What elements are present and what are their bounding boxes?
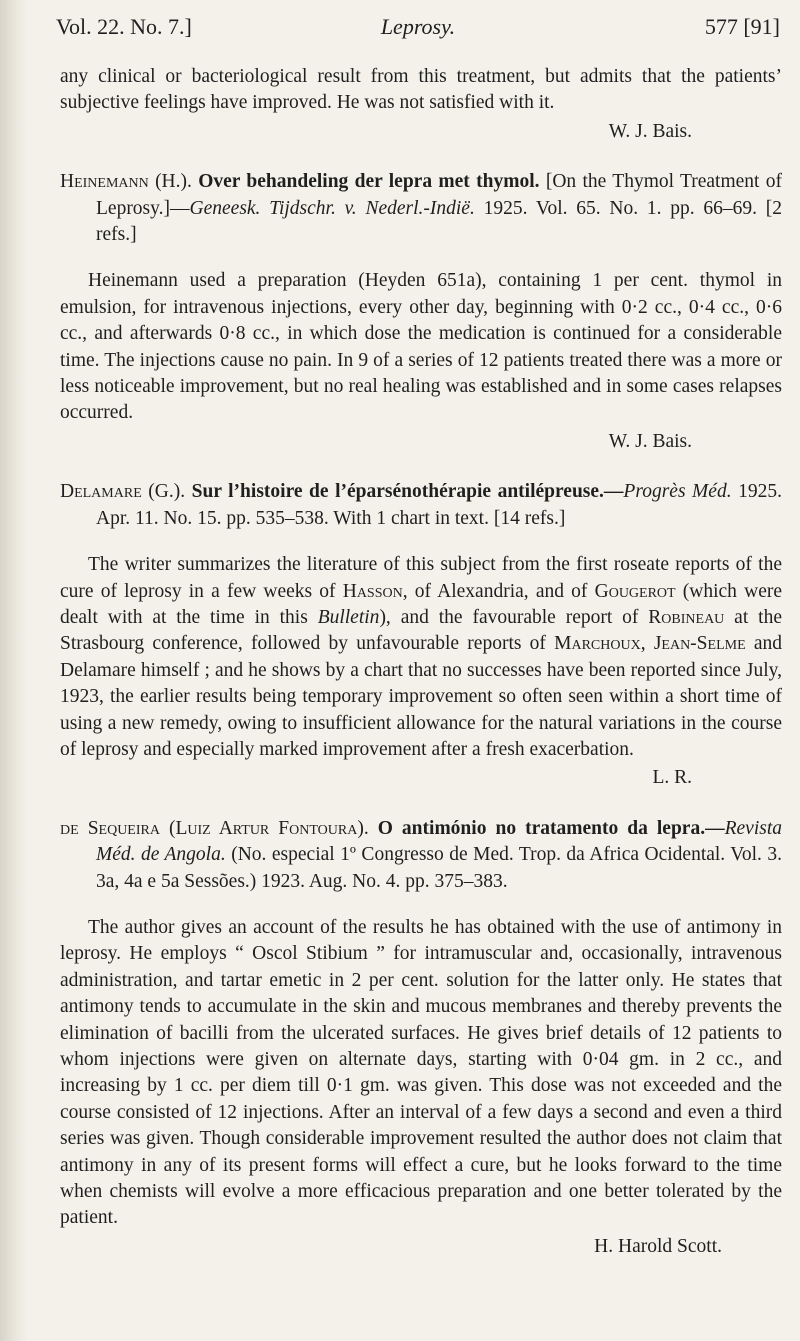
- citation-author: Heinemann (H.).: [60, 171, 192, 193]
- abstract-entry: [60, 479, 782, 791]
- citation: [60, 479, 782, 532]
- citation-title: O antimónio no tratamento da lepra.—: [377, 817, 725, 839]
- citation-title: Sur l’histoire de l’éparsénothérapie antilépreuse.—: [191, 481, 624, 503]
- abstract-signature: W. J. Bais.: [608, 430, 692, 452]
- citation-details: 1925. Vol. 65. No. 1. pp. 66–69. [2 refs.]: [96, 197, 782, 246]
- abstract-signature: L. R.: [652, 767, 692, 789]
- running-header: [56, 14, 780, 44]
- cited-author: Robineau: [648, 606, 725, 628]
- citation-author: Delamare (G.).: [60, 481, 186, 503]
- abstract-entry: [60, 64, 782, 145]
- cited-author: Hasson: [342, 580, 403, 602]
- citation-translation: [On the Thymol Treatment of Leprosy.]—: [96, 171, 783, 219]
- citation-details: 1925. Apr. 11. No. 15. pp. 535–538. With 1 chart in text. [14 refs.]: [96, 481, 782, 529]
- header-section: Leprosy.: [380, 14, 456, 39]
- cited-author: Marchoux: [554, 633, 641, 655]
- citation-title: Over behandeling der lepra met thymol.: [198, 171, 540, 193]
- abstract-text: any clinical or bacteriological result from this treatment, but admits that the patients’ subjective feelings have improved. He was not satisfied with it.: [60, 66, 782, 114]
- abstract-text: The writer summarizes the literature of this subject from the first roseate reports of the cure of leprosy in a few weeks of Hasson, of Alexandria, and of Gougerot (which were dealt with at the time in this Bulletin), and the favourable report of Robineau at the Strasbourg conference, followed by unfavourable reports of Marchoux, Jean-Selme and Delamare himself ; and he shows by a chart that no successes have been reported since July, 1923, the earlier results being temporary improvement so often seen within a short time of using a new remedy, owing to insufficient allowance for the natural variations in the course of leprosy and especially marked improvement after a fresh exacerbation.: [60, 554, 783, 760]
- abstract-entry: [60, 816, 782, 1261]
- citation-journal: Geneesk. Tijdschr. v. Nederl.-Indië.: [189, 197, 475, 219]
- header-page-number: 577 [91]: [704, 14, 780, 39]
- citation-details: (No. especial 1º Congresso de Med. Trop. da Africa Ocidental. Vol. 3. 3a, 4a e 5a Sessões.) 1923. Aug. No. 4. pp. 375–383.: [96, 844, 783, 892]
- citation-journal: Progrès Méd.: [623, 481, 732, 503]
- abstract-text: Heinemann used a preparation (Heyden 651a), containing 1 per cent. thymol in emulsion, for intravenous injections, every other day, beginning with 0·2 cc., 0·4 cc., 0·6 cc., and afterwards 0·8 cc., in which dose the medication is continued for a considerable time. The injections cause no pain. In 9 of a series of 12 patients treated there was a more or less noticeable improvement, but no real healing was established and in some cases relapses occurred.: [60, 270, 782, 424]
- cited-author: Gougerot: [594, 580, 676, 602]
- citation-author: de Sequeira (Luiz Artur Fontoura).: [60, 817, 369, 839]
- citation: [60, 816, 782, 895]
- citation-journal: Revista Méd. de Angola.: [96, 817, 782, 866]
- page-content: [60, 64, 782, 1260]
- header-volume: Vol. 22. No. 7.]: [56, 14, 192, 39]
- cited-journal: Bulletin: [317, 606, 380, 628]
- abstract-signature: H. Harold Scott.: [594, 1235, 722, 1257]
- cited-author: Jean-Selme: [653, 633, 746, 655]
- abstract-text: The author gives an account of the results he has obtained with the use of antimony in leprosy. He employs “ Oscol Stibium ” for intramuscular and, occasionally, intravenous administration, and tartar emetic in 2 per cent. solution for the latter only. He states that antimony tends to accumulate in the skin and mucous membranes and thereby prevents the elimination of bacilli from the ulcerated surfaces. He gives brief details of 12 patients to whom injections were given on alternate days, starting with 0·04 gm. in 2 cc., and increasing by 1 cc. per diem till 0·1 gm. was given. This dose was not exceeded and the course consisted of 12 injections. After an interval of a few days a second and even a third series was given. Though considerable improvement resulted the author does not claim that antimony in any of its present forms will effect a cure, but he looks forward to the time when chemists will evolve a more efficacious preparation and one better tolerated by the patient.: [60, 916, 782, 1229]
- abstract-entry: [60, 169, 782, 455]
- citation: [60, 169, 782, 248]
- page-edge-shadow: [0, 0, 28, 1341]
- abstract-signature: W. J. Bais.: [608, 120, 692, 142]
